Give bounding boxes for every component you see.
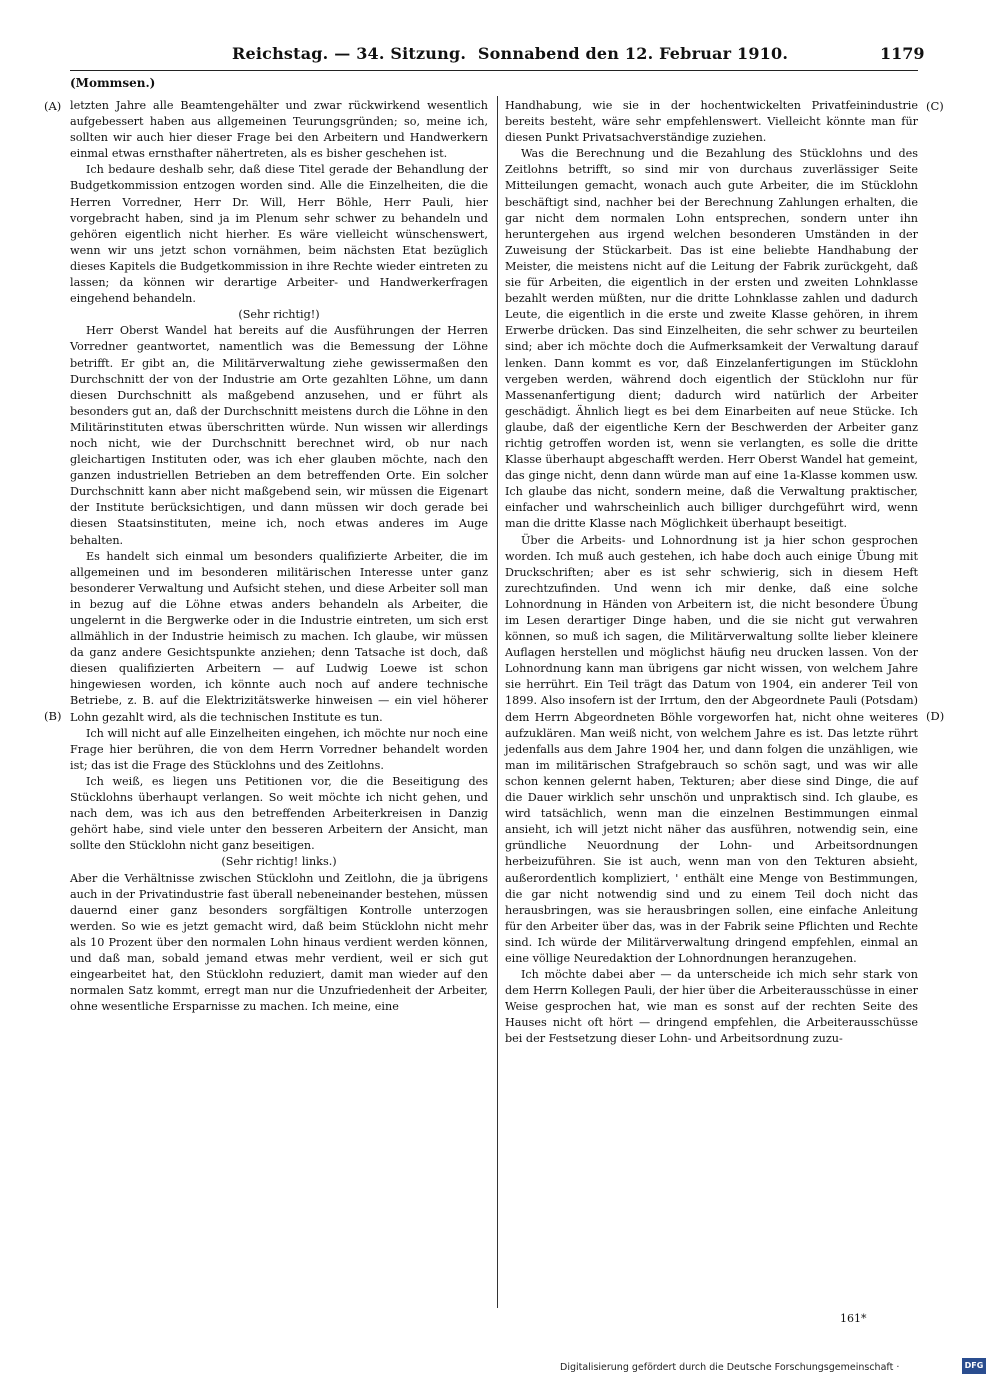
left-column [70,98,488,1015]
paragraph: Über die Arbeits- und Lohnordnung ist ja hier schon gesprochen worden. Ich muß auch gestehen, ich habe doch auch einige Übung mit Druckschriften; aber es ist sehr schwierig, sich in diesem Heft zurechtzufinden. Und wenn ich mir denke, daß eine solche Lohnordnung in Händen von Arbeitern ist, die nicht besondere Übung im Lesen derartiger Dinge haben, und die sie nicht gut verwahren können, so muß ich sagen, die Militärverwaltung sollte lieber kleinere Auflagen herstellen und möglichst häufig neu drucken lassen. Von der Lohnordnung kann man übrigens gar nicht wissen, von welchem Jahre sie herrührt. Ein Teil trägt das Datum von 1904, ein anderer Teil von 1899. Also insofern ist der Irrtum, den der Abgeordnete Pauli (Potsdam) dem Herrn Abgeordneten Böhle vorgeworfen hat, nicht ohne weiteres aufzuklären. Man weiß nicht, von welchem Jahre es ist. Das letzte rührt jedenfalls aus dem Jahre 1904 her, und dann folgen die unzähligen, wie man im militärischen Strafgebrauch so schön sagt, und was wir alle schon kennen gelernt haben, Tekturen; aber diese sind Dinge, die auf die Dauer wirklich sehr unschön und unpraktisch sind. Ich glaube, es wird tatsächlich, wenn man die einzelnen Bestimmungen einmal ansieht, ich will jetzt nicht näher das ausführen, notwendig sein, eine gründliche Neuordnung der Lohn- und Arbeitsordnungen herbeizuführen. Sie ist auch, wenn man von den Tekturen absieht, außerordentlich kompliziert, ' enthält eine Menge von Bestimmungen, die gar nicht notwendig sind und zu einem Teil doch nicht das herausbringen, was sie herausbringen sollen, eine einfache Anleitung für den Arbeiter über das, was in der Fabrik seine Pflichten und Rechte sind. Ich würde der Militärverwaltung dringend empfehlen, einmal an eine völlige Neuredaktion der Lohnordnungen heranzugehen. [505,533,918,965]
paragraph: Aber die Verhältnisse zwischen Stücklohn und Zeitlohn, die ja übrigens auch in der Privatindustrie fast überall nebeneinander bestehen, müssen dauernd einer ganz besonders sorgfältigen Kontrolle unterzogen werden. So wie es jetzt gemacht wird, daß beim Stücklohn nicht mehr als 10 Prozent über den normalen Lohn hinaus verdient werden können, und daß man, sobald jemand etwas mehr verdient, weil er sich gut eingearbeitet hat, den Stücklohn reduziert, damit man wieder auf den normalen Satz kommt, erregt man nur die Unzufriedenheit der Arbeiter, ohne wesentliche Ersparnisse zu machen. Ich meine, eine [70,871,488,1014]
sheet-number: 161* [840,1312,867,1325]
margin-marker-a: (A) [44,99,62,113]
dfg-logo: DFG [962,1358,986,1374]
header-rule [70,70,918,71]
margin-marker-c: (C) [926,99,944,113]
paragraph: Handhabung, wie sie in der hochentwickelten Privatfeinindustrie bereits besteht, wäre sehr empfehlenswert. Vielleicht könnte man für diesen Punkt Privatsachverständige zuziehen. [505,99,918,145]
paragraph: Es handelt sich einmal um besonders qualifizierte Arbeiter, die im allgemeinen und im besonderen militärischen Interesse unter ganz besonderer Verwaltung und Aufsicht stehen, und diese Arbeiter soll man in bezug auf die Löhne etwas anders behandeln als Arbeiter, die ungelernt in die Bergwerke oder in die Industrie eintreten, um sich erst allmählich in der Industrie heimisch zu machen. Ich glaube, wir müssen da ganz andere Gesichtspunkte anziehen; denn Tatsache ist doch, daß diesen qualifizierten Arbeitern — auf Ludwig Loewe ist schon hingewiesen worden, ich könnte auch noch auf andere technische Betriebe, z. B. auf die Elektrizitätswerke hinweisen — ein viel höherer Lohn gezahlt wird, als die technischen Institute es tun. [70,549,488,724]
column-divider [497,96,498,1308]
right-column [505,98,918,1048]
margin-marker-d: (D) [926,709,945,723]
running-header [232,44,789,63]
page-number: 1179 [880,44,925,63]
header-title: Reichstag. — 34. Sitzung. [232,44,467,63]
paragraph: Herr Oberst Wandel hat bereits auf die Ausführungen der Herren Vorredner geantwortet, namentlich was die Bemessung der Löhne betrifft. Er gibt an, die Militärverwaltung ziehe gewissermaßen den Durchschnitt der von der Industrie am Orte gezahlten Löhne, um dann diesen Durchschnitt als maßgebend anzusehen, und er führt als besonders gut an, daß der Durchschnitt meistens durch die Löhne in den Militärinstituten etwas überschritten würde. Nun wissen wir allerdings noch nicht, wie der Durchschnitt berechnet wird, ob nur nach gleichartigen Instituten oder, was ich eher glauben möchte, nach den ganzen industriellen Betrieben an dem betreffenden Orte. Ein solcher Durchschnitt kann aber nicht maßgebend sein, wir müssen die Eigenart der Institute berücksichtigen, und dann müssen wir doch gerade bei diesen Staatsinstituten, meine ich, noch etwas anderes im Auge behalten. [70,324,488,547]
paragraph: letzten Jahre alle Beamtengehälter und zwar rückwirkend wesentlich aufgebessert haben aus allgemeinen Teurungsgründen; so, meine ich, sollten wir auch hier dieser Frage bei den Arbeitern und Handwerkern einmal etwas ernsthafter nähertreten, als es bisher geschehen ist. [70,99,488,161]
interjection: (Sehr richtig! links.) [221,855,337,869]
paragraph: Ich weiß, es liegen uns Petitionen vor, die die Beseitigung des Stücklohns überhaupt verlangen. So weit möchte ich nicht gehen, und nach dem, was ich aus den betreffenden Arbeiterkreisen in Danzig gehört habe, sind viele unter den besseren Arbeitern der Ansicht, man sollte den Stücklohn nicht ganz beseitigen. [70,774,488,853]
paragraph: Was die Berechnung und die Bezahlung des Stücklohns und des Zeitlohns betrifft, so sind mir von durchaus zuverlässiger Seite Mitteilungen gemacht, wonach auch gute Arbeiter, die im Stücklohn beschäftigt sind, nachher bei der Berechnung Zahlungen erhalten, die gar nicht dem normalen Lohn entsprechen, sondern unter ihn heruntergehen aus irgend welchen besonderen Umständen in der Zuweisung der Stückarbeit. Das ist eine beliebte Handhabung der Meister, die meistens nicht auf die Leitung der Fabrik zurückgeht, daß sie für Arbeiten, die eigentlich in der ersten und zweiten Lohnklasse bezahlt werden müßten, nur die dritte Lohnklasse zahlen und dadurch Leute, die eigentlich in die erste und zweite Klasse gehören, in ihrem Erwerbe drücken. Das sind Einzelheiten, die sehr schwer zu beurteilen sind; aber ich möchte doch die Aufmerksamkeit der Verwaltung darauf lenken. Dann kommt es vor, daß Einzelanfertigungen im Stücklohn vergeben werden, während doch eigentlich der Stücklohn nur für Massenanfertigung dient; dadurch wird natürlich der Arbeiter geschädigt. Ähnlich liegt es bei dem Einarbeiten auf neue Stücke. Ich glaube, daß der eigentliche Kern der Beschwerden der Arbeiter ganz richtig getroffen worden ist, wenn sie verlangten, es solle die dritte Klasse überhaupt abgeschafft werden. Herr Oberst Wandel hat gemeint, das ginge nicht, denn dann würde man auf eine 1a-Klasse kommen usw. Ich glaube das nicht, sondern meine, daß die Verwaltung praktischer, einfacher und wahrscheinlich auch billiger durchgeführt wird, wenn man die dritte Klasse nach Möglichkeit überhaupt beseitigt. [505,147,918,531]
speaker-name: (Mommsen.) [70,76,156,90]
margin-marker-b: (B) [44,709,62,723]
interjection: (Sehr richtig!) [238,308,320,322]
paragraph: Ich will nicht auf alle Einzelheiten eingehen, ich möchte nur noch eine Frage hier berühren, die von dem Herrn Vorredner behandelt worden ist; das ist die Frage des Stücklohns und des Zeitlohns. [70,726,488,772]
paragraph: Ich möchte dabei aber — da unterscheide ich mich sehr stark von dem Herrn Kollegen Pauli, der hier über die Arbeiterausschüsse in einer Weise gesprochen hat, wie man es sonst auf der rechten Seite des Hauses nicht oft hört — dringend empfehlen, die Arbeiterausschüsse bei der Festsetzung dieser Lohn- und Arbeitsordnung zuzu- [505,968,918,1046]
paragraph: Ich bedaure deshalb sehr, daß diese Titel gerade der Behandlung der Budgetkommission entzogen worden sind. Alle die Einzelheiten, die die Herren Vorredner, Herr Dr. Will, Herr Böhle, Herr Pauli, hier vorgebracht haben, sind ja im Plenum sehr schwer zu behandeln und gehören eigentlich nicht hierher. Es wäre vielleicht wünschenswert, wenn wir uns jetzt schon vornähmen, beim nächsten Etat bezüglich dieses Kapitels die Budgetkommission in ihre Rechte wieder eintreten zu lassen; da können wir derartige Arbeiter- und Handwerkerfragen eingehend behandeln. [70,163,488,306]
digitization-credit: Digitalisierung gefördert durch die Deutsche Forschungsgemeinschaft · [560,1362,900,1373]
header-date: Sonnabend den 12. Februar 1910. [477,44,789,63]
